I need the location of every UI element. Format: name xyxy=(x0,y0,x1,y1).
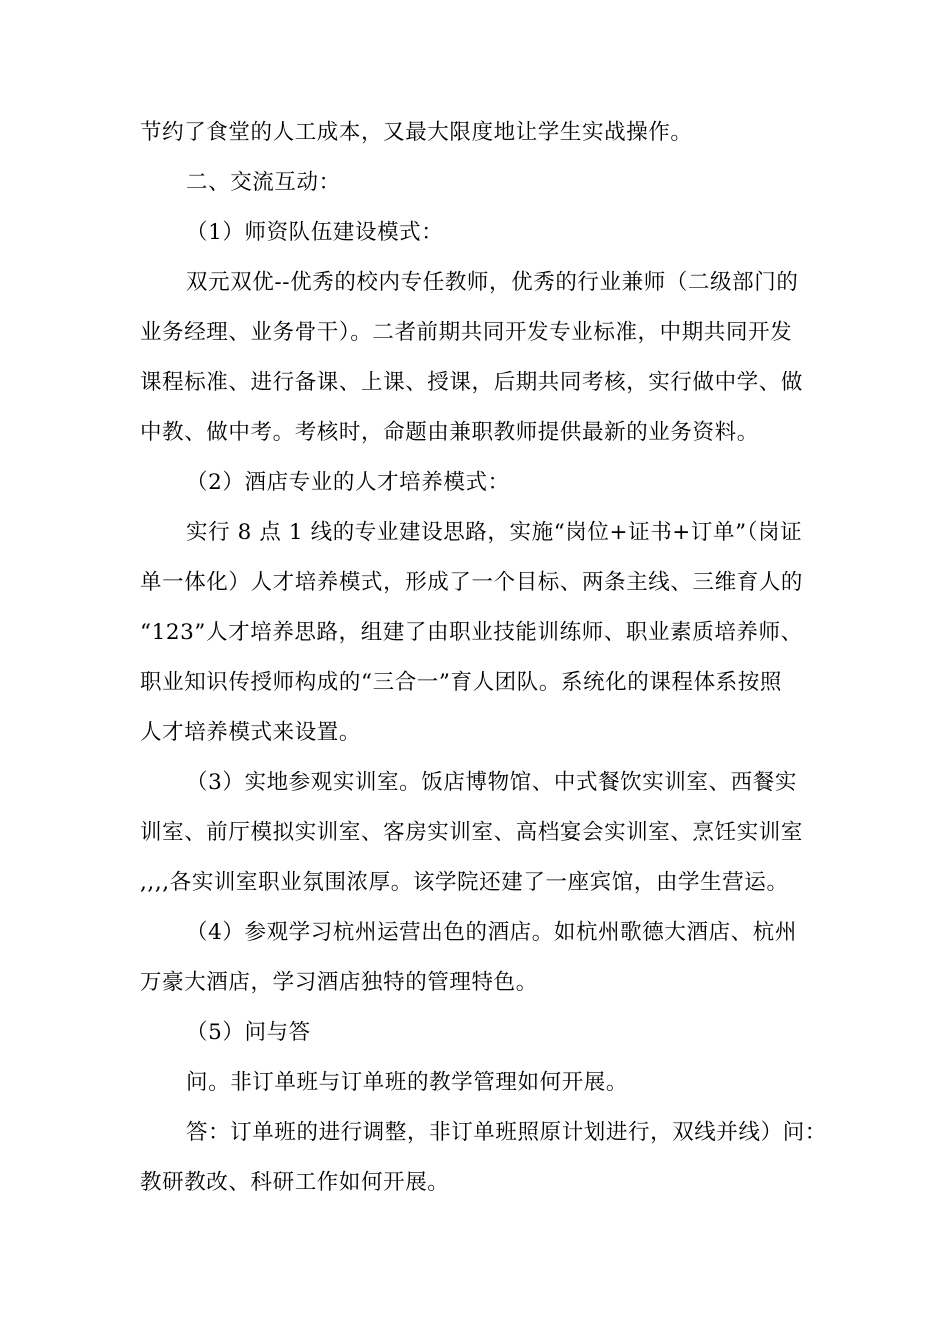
paragraph-line: “123”人才培养思路，组建了由职业技能训练师、职业素质培养师、 xyxy=(140,620,803,645)
paragraph-line: （3）实地参观实训室。饭店博物馆、中式餐饮实训室、西餐实 xyxy=(186,770,797,795)
paragraph-line: 节约了食堂的人工成本，又最大限度地让学生实战操作。 xyxy=(140,120,693,145)
paragraph-line: 中教、做中考。考核时，命题由兼职教师提供最新的业务资料。 xyxy=(140,420,759,445)
paragraph-line: （4）参观学习杭州运营出色的酒店。如杭州歌德大酒店、杭州 xyxy=(186,920,797,945)
paragraph-line: 万豪大酒店，学习酒店独特的管理特色。 xyxy=(140,970,538,995)
paragraph-line: 训室、前厅模拟实训室、客房实训室、高档宴会实训室、烹饪实训室 xyxy=(140,820,804,845)
paragraph-line: 单一体化）人才培养模式，形成了一个目标、两条主线、三维育人的 xyxy=(140,570,804,595)
subsection-heading: （2）酒店专业的人才培养模式： xyxy=(186,470,510,495)
paragraph-line: 问。非订单班与订单班的教学管理如何开展。 xyxy=(186,1070,629,1095)
paragraph-line: ,,,,各实训室职业氛围浓厚。该学院还建了一座宾馆，由学生营运。 xyxy=(140,870,789,895)
paragraph-line: 实行 8 点 1 线的专业建设思路，实施“岗位+证书+订单”（岗证 xyxy=(186,520,803,545)
section-heading: 二、交流互动： xyxy=(186,170,341,195)
subsection-heading: （5）问与答 xyxy=(186,1020,311,1045)
paragraph-line: 双元双优--优秀的校内专任教师，优秀的行业兼师（二级部门的 xyxy=(186,270,799,295)
paragraph-line: 答：订单班的进行调整，非订单班照原计划进行，双线并线）问： xyxy=(186,1120,827,1145)
paragraph-line: 人才培养模式来设置。 xyxy=(140,720,362,745)
paragraph-line: 教研教改、科研工作如何开展。 xyxy=(140,1170,450,1195)
paragraph-line: 业务经理、业务骨干）。二者前期共同开发专业标准，中期共同开发 xyxy=(140,320,793,345)
subsection-heading: （1）师资队伍建设模式： xyxy=(186,220,444,245)
paragraph-line: 职业知识传授师构成的“三合一”育人团队。系统化的课程体系按照 xyxy=(140,670,782,695)
paragraph-line: 课程标准、进行备课、上课、授课，后期共同考核，实行做中学、做 xyxy=(140,370,804,395)
